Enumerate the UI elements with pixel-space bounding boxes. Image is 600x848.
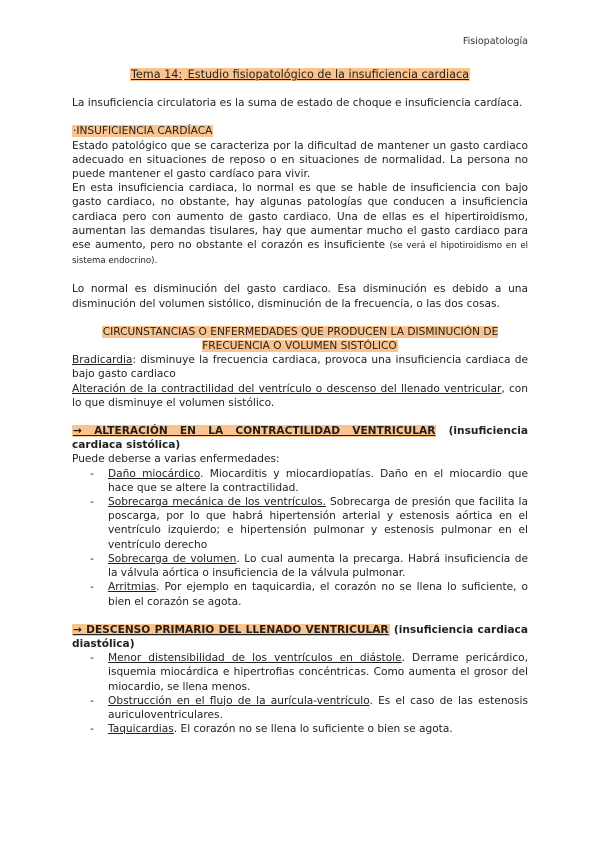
item-text: . Miocarditis y miocardiopatías. Daño en el miocardio que hace que se altere la contractilidad.	[108, 467, 528, 494]
list-item	[108, 722, 528, 736]
paragraph-2-note: (se verá el hipotiroidismo en el sistema endocrino).	[72, 241, 528, 267]
subject-header: Fisiopatología	[462, 36, 528, 47]
item-text: . Es el caso de las estenosis auriculoventriculares.	[108, 694, 528, 721]
contractility-title: → ALTERACIÓN EN LA CONTRACTILIDAD VENTRICULAR	[73, 425, 436, 438]
contractility-list	[72, 467, 528, 609]
document-body	[72, 68, 528, 736]
contractility-intro: Puede deberse a varias enfermedades:	[72, 453, 280, 466]
title-prefix: Tema 14:	[130, 68, 183, 81]
bradycardia-paragraph	[72, 353, 528, 381]
item-term: Daño miocárdico	[108, 467, 201, 480]
circumstances-heading: CIRCUNSTANCIAS O ENFERMEDADES QUE PRODUCEN LA DISMINUCIÓN DE FRECUENCIA O VOLUMEN SISTÓLICO	[102, 325, 499, 353]
filling-heading	[72, 623, 528, 651]
alteration-term: Alteración de la contractilidad del ventrículo o descenso del llenado ventricular	[72, 382, 502, 395]
list-item	[108, 580, 528, 608]
item-text: . Derrame pericárdico, isquemia miocárdica e hipertrofias concéntricas. Como aumenta el grosor del miocardio, se llena menos.	[108, 652, 528, 693]
alteration-paragraph	[72, 382, 528, 410]
paragraph-2-text: En esta insuficiencia cardiaca, lo normal es que se hable de insuficiencia con bajo gasto cardiaco, no obstante, hay algunas patologías que conducen a insuficiencia cardiaca pero con aumento de gasto cardiaco. Una de ellas es el hipertiroidismo, aumentan las demandas tisulares, hay que aumentar mucho el gasto cardiaco para ese aumento, pero no obstante el corazón es insuficiente	[72, 182, 528, 252]
list-item	[108, 495, 528, 552]
item-text: . El corazón no se llena lo suficiente o bien se agota.	[173, 723, 453, 736]
item-text: Sobrecarga de presión que facilita la poscarga, por lo que habrá hipertensión arterial y estenosis aórtica en el ventrículo izquierdo; e hipertensión pulmonar y estenosis pulmonar en el ventrículo derecho	[108, 496, 528, 551]
item-term: Menor distensibilidad de los ventrículos en diástole	[108, 652, 402, 665]
intro-paragraph: La insuficiencia circulatoria es la suma de estado de choque e insuficiencia cardíaca.	[72, 97, 523, 110]
item-term: Obstrucción en el flujo de la aurícula-ventrículo	[108, 694, 370, 707]
filling-note: (insuficiencia cardiaca diastólica)	[72, 623, 528, 650]
list-item	[108, 694, 528, 722]
bradycardia-text: : disminuye la frecuencia cardiaca, provoca una insuficiencia cardiaca de bajo gasto cardiaco	[72, 354, 528, 381]
insuficiencia-paragraph-3: Lo normal es disminución del gasto cardiaco. Esa disminución es debido a una disminución del volumen sistólico, disminución de la frecuencia, o las dos cosas.	[72, 283, 528, 310]
bradycardia-term: Bradicardia	[72, 354, 133, 367]
alteration-text: , con lo que disminuye el volumen sistólico.	[72, 382, 529, 409]
contractility-heading	[72, 424, 528, 452]
contractility-note: (insuficiencia cardiaca sistólica)	[72, 425, 529, 452]
list-item	[108, 651, 528, 694]
item-text: . Lo cual aumenta la precarga. Habrá insuficiencia de la válvula aórtica o insuficiencia de la válvula pulmonar.	[108, 552, 528, 580]
list-item	[108, 467, 528, 495]
insuficiencia-paragraph-2	[72, 181, 528, 268]
item-text: . Por ejemplo en taquicardia, el corazón no se llena lo suficiente, o bien el corazón se agota.	[108, 581, 528, 608]
item-term: Sobrecarga mecánica de los ventrículos.	[108, 496, 326, 509]
item-term: Sobrecarga de volumen	[108, 552, 237, 565]
list-item	[108, 552, 528, 580]
filling-title: → DESCENSO PRIMARIO DEL LLENADO VENTRICULAR	[73, 623, 389, 636]
item-term: Arritmias	[108, 581, 157, 594]
insuficiencia-paragraph-1: Estado patológico que se caracteriza por la dificultad de mantener un gasto cardiaco adecuado en situaciones de reposo o en situaciones de normalidad. La persona no puede mantener el gasto cardíaco para vivir.	[72, 139, 528, 181]
title-text: Estudio fisiopatológico de la insuficiencia cardiaca	[184, 68, 470, 81]
item-term: Taquicardias	[108, 723, 174, 736]
page-title	[72, 68, 528, 82]
filling-list	[72, 651, 528, 736]
insuficiencia-heading: ·INSUFICIENCIA CARDÍACA	[73, 125, 213, 138]
